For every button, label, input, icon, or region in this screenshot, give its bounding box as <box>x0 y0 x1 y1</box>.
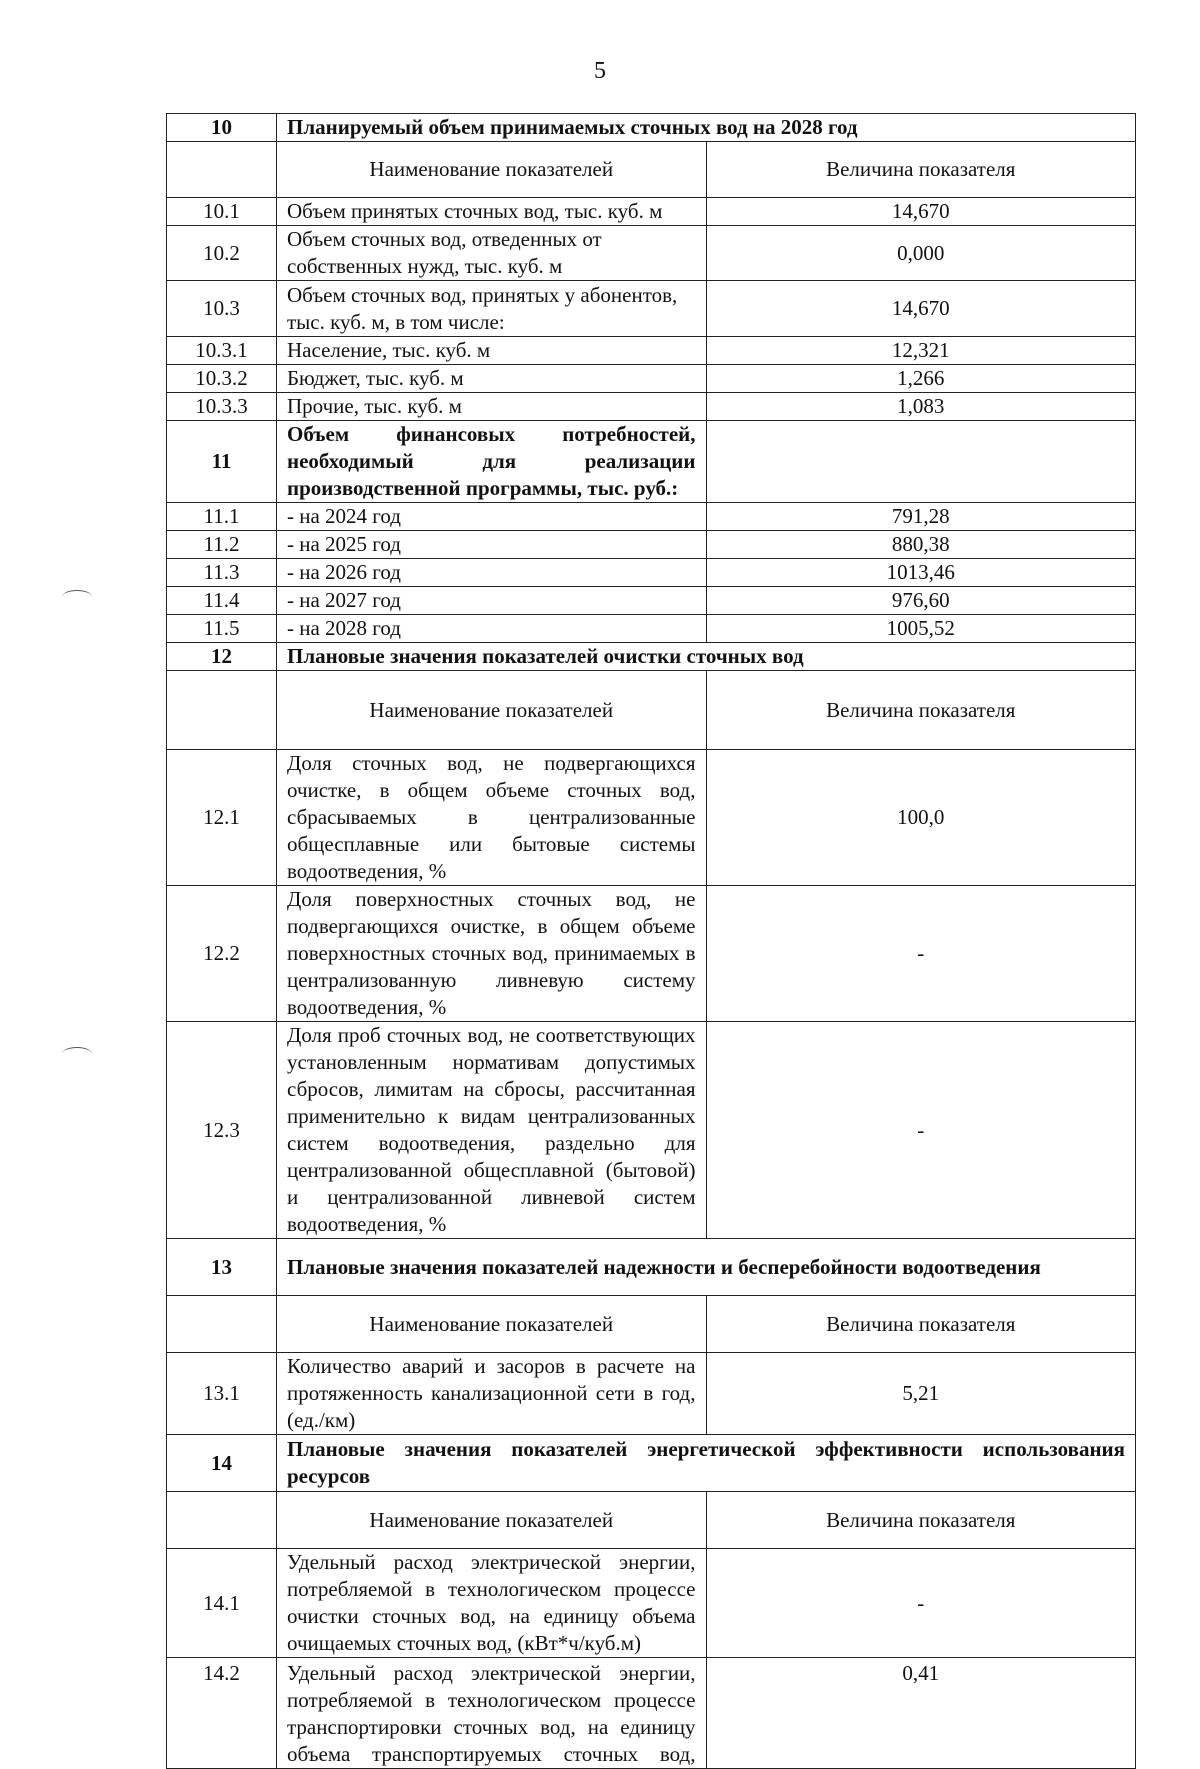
section-title: Объем финансовых потребностей, необходимый для реализации производственной программы, тыс. руб.: <box>277 421 707 503</box>
table-row <box>167 1022 1136 1239</box>
row-name: - на 2026 год <box>277 559 707 587</box>
header-name-label: Наименование показателей <box>277 142 707 198</box>
row-number: 12.1 <box>167 750 277 886</box>
row-number: 10.3.2 <box>167 365 277 393</box>
section-title: Плановые значения показателей надежности и бесперебойности водоотведения <box>277 1239 1136 1296</box>
section-number: 13 <box>167 1239 277 1296</box>
row-name: Удельный расход электрической энергии, потребляемой в технологическом процессе очистки сточных вод, на единицу объема очищаемых сточных вод, (кВт*ч/куб.м) <box>277 1549 707 1658</box>
empty-cell <box>167 671 277 750</box>
column-header-row <box>167 142 1136 198</box>
row-number: 11.3 <box>167 559 277 587</box>
row-number: 12.3 <box>167 1022 277 1239</box>
row-name: Бюджет, тыс. куб. м <box>277 365 707 393</box>
table-row <box>167 1658 1136 1769</box>
empty-cell <box>167 1296 277 1353</box>
table-row <box>167 337 1136 365</box>
header-name-label: Наименование показателей <box>277 1296 707 1353</box>
section-header-row <box>167 114 1136 142</box>
row-value: 5,21 <box>706 1353 1136 1435</box>
row-name: Количество аварий и засоров в расчете на протяженность канализационной сети в год, (ед./км) <box>277 1353 707 1435</box>
row-number: 13.1 <box>167 1353 277 1435</box>
header-name-label: Наименование показателей <box>277 671 707 750</box>
table-row <box>167 393 1136 421</box>
row-name: - на 2027 год <box>277 587 707 615</box>
row-number: 12.2 <box>167 886 277 1022</box>
row-name: - на 2025 год <box>277 531 707 559</box>
row-name: Объем сточных вод, принятых у абонентов, тыс. куб. м, в том числе: <box>277 281 707 337</box>
table-row <box>167 615 1136 643</box>
row-value: 100,0 <box>706 750 1136 886</box>
table-row <box>167 531 1136 559</box>
row-name: Доля поверхностных сточных вод, не подвергающихся очистке, в общем объеме поверхностных сточных вод, принимаемых в централизованную ливневую систему водоотведения, % <box>277 886 707 1022</box>
row-name: - на 2028 год <box>277 615 707 643</box>
section-title: Плановые значения показателей энергетической эффективности использования ресурсов <box>277 1435 1136 1492</box>
section-header-row <box>167 1239 1136 1296</box>
header-value-label: Величина показателя <box>706 142 1136 198</box>
scan-mark <box>62 1047 92 1054</box>
header-value-label: Величина показателя <box>706 671 1136 750</box>
row-value: - <box>706 1549 1136 1658</box>
row-name: Прочие, тыс. куб. м <box>277 393 707 421</box>
row-number: 10.3 <box>167 281 277 337</box>
table-row <box>167 886 1136 1022</box>
table-row <box>167 559 1136 587</box>
section-title: Плановые значения показателей очистки сточных вод <box>277 643 1136 671</box>
table-row <box>167 1353 1136 1435</box>
row-number: 14.1 <box>167 1549 277 1658</box>
row-number: 11.2 <box>167 531 277 559</box>
section-header-row <box>167 421 1136 503</box>
row-value: 12,321 <box>706 337 1136 365</box>
row-name: Население, тыс. куб. м <box>277 337 707 365</box>
section-header-row <box>167 1435 1136 1492</box>
page-number: 5 <box>594 58 606 84</box>
row-name: Доля проб сточных вод, не соответствующих установленным нормативам допустимых сбросов, лимитам на сбросы, рассчитанная применительно к видам централизованных систем водоотведения, раздельно для централизованной общесплавной (бытовой) и централизованной ливневой систем водоотведения, % <box>277 1022 707 1239</box>
table-row <box>167 198 1136 226</box>
row-number: 10.1 <box>167 198 277 226</box>
row-value: 0,41 <box>706 1658 1136 1769</box>
empty-cell <box>167 1492 277 1549</box>
row-name: Объем принятых сточных вод, тыс. куб. м <box>277 198 707 226</box>
table-row <box>167 750 1136 886</box>
indicators-table <box>166 113 1136 1769</box>
empty-cell <box>167 142 277 198</box>
column-header-row <box>167 1296 1136 1353</box>
row-name: Объем сточных вод, отведенных от собственных нужд, тыс. куб. м <box>277 226 707 281</box>
table-row <box>167 226 1136 281</box>
row-number: 14.2 <box>167 1658 277 1769</box>
row-number: 10.2 <box>167 226 277 281</box>
table-row <box>167 365 1136 393</box>
row-number: 11.5 <box>167 615 277 643</box>
column-header-row <box>167 671 1136 750</box>
empty-cell <box>706 421 1136 503</box>
row-value: 1005,52 <box>706 615 1136 643</box>
table-row <box>167 587 1136 615</box>
header-value-label: Величина показателя <box>706 1492 1136 1549</box>
section-title: Планируемый объем принимаемых сточных вод на 2028 год <box>277 114 1136 142</box>
section-number: 11 <box>167 421 277 503</box>
row-value: 880,38 <box>706 531 1136 559</box>
section-number: 12 <box>167 643 277 671</box>
row-value: 976,60 <box>706 587 1136 615</box>
section-header-row <box>167 643 1136 671</box>
row-number: 11.4 <box>167 587 277 615</box>
row-value: 791,28 <box>706 503 1136 531</box>
row-number: 10.3.3 <box>167 393 277 421</box>
header-value-label: Величина показателя <box>706 1296 1136 1353</box>
row-number: 11.1 <box>167 503 277 531</box>
table-row <box>167 1549 1136 1658</box>
row-value: 1,266 <box>706 365 1136 393</box>
row-value: 14,670 <box>706 281 1136 337</box>
row-name: Удельный расход электрической энергии, потребляемой в технологическом процессе транспортировки сточных вод, на единицу объема транспортируемых сточных вод, <box>277 1658 707 1769</box>
section-number: 10 <box>167 114 277 142</box>
header-name-label: Наименование показателей <box>277 1492 707 1549</box>
row-value: 1,083 <box>706 393 1136 421</box>
row-value: - <box>706 886 1136 1022</box>
scan-mark <box>62 590 92 597</box>
row-value: 0,000 <box>706 226 1136 281</box>
row-name: Доля сточных вод, не подвергающихся очистке, в общем объеме сточных вод, сбрасываемых в централизованные общесплавные или бытовые системы водоотведения, % <box>277 750 707 886</box>
table-row <box>167 503 1136 531</box>
row-value: 1013,46 <box>706 559 1136 587</box>
column-header-row <box>167 1492 1136 1549</box>
row-name: - на 2024 год <box>277 503 707 531</box>
row-value: 14,670 <box>706 198 1136 226</box>
section-number: 14 <box>167 1435 277 1492</box>
table-row <box>167 281 1136 337</box>
row-number: 10.3.1 <box>167 337 277 365</box>
row-value: - <box>706 1022 1136 1239</box>
